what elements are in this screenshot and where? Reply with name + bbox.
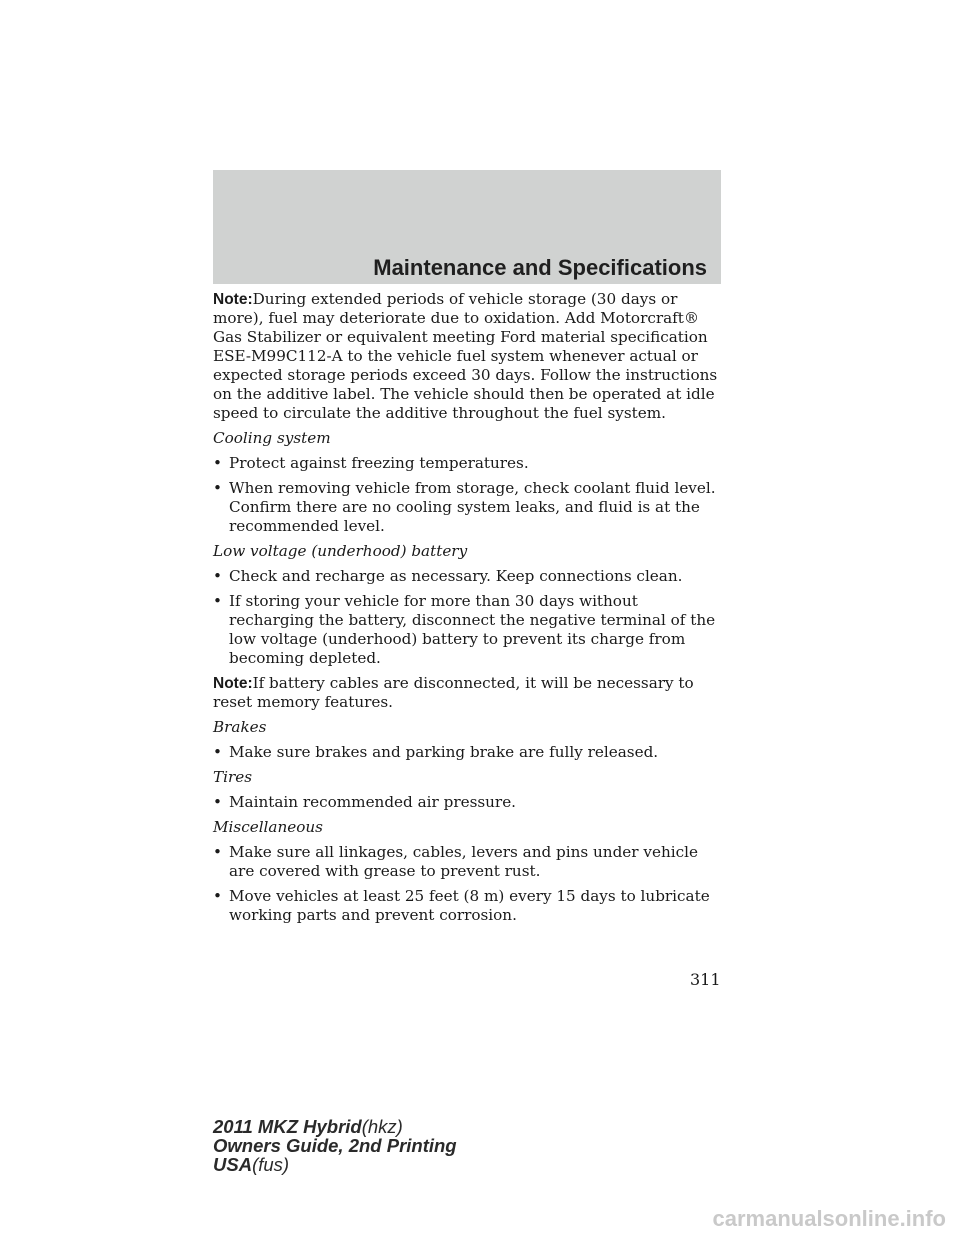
list-item-text: When removing vehicle from storage, check coolant fluid level. Confirm there are no cooling system leaks, and fluid is at the recommended level. [229,479,716,535]
list-item-text: Move vehicles at least 25 feet (8 m) every 15 days to lubricate working parts and prevent corrosion. [229,887,710,924]
bullet-icon: • [213,454,222,472]
misc-heading: Miscellaneous [213,818,323,836]
list-item [213,887,721,925]
footer-line-market [213,1155,457,1174]
footer-model-code: (hkz) [361,1116,403,1137]
document-footer [213,1117,457,1174]
list-item-text: Make sure brakes and parking brake are fully released. [229,743,659,761]
fuel-storage-note [213,290,721,423]
list-item [213,743,721,762]
note-text: During extended periods of vehicle storage (30 days or more), fuel may deteriorate due to oxidation. Add Motorcraft® Gas Stabilizer or equivalent meeting Ford material specification ESE-M99C112-A to the vehicle fuel system whenever actual or expected storage periods exceed 30 days. Follow the instructions on the additive label. The vehicle should then be operated at idle speed to circulate the additive throughout the fuel system. [213,290,718,422]
bullet-icon: • [213,793,222,811]
section-header-band [213,170,721,284]
footer-printing: Owners Guide, 2nd Printing [213,1135,457,1156]
list-item [213,793,721,812]
bullet-icon: • [213,743,222,761]
bullet-icon: • [213,887,222,905]
page-number: 311 [690,970,721,989]
note-label: Note: [213,291,253,308]
note-label: Note: [213,675,253,692]
note-text: If battery cables are disconnected, it will be necessary to reset memory features. [213,674,694,711]
battery-note [213,674,721,712]
footer-market-code: (fus) [252,1154,290,1175]
footer-model: 2011 MKZ Hybrid [213,1116,362,1137]
list-item-text: Maintain recommended air pressure. [229,793,517,811]
list-item-text: Check and recharge as necessary. Keep connections clean. [229,567,683,585]
cooling-heading: Cooling system [213,429,331,447]
section-title: Maintenance and Specifications [373,255,707,280]
bullet-icon: • [213,592,222,610]
footer-market: USA [213,1154,253,1175]
page-content [213,290,721,931]
list-item [213,454,721,473]
list-item-text: Make sure all linkages, cables, levers and pins under vehicle are covered with grease to prevent rust. [229,843,698,880]
battery-heading: Low voltage (underhood) battery [213,542,468,560]
list-item [213,843,721,881]
list-item [213,567,721,586]
brakes-heading: Brakes [213,718,267,736]
list-item [213,592,721,668]
list-item-text: Protect against freezing temperatures. [229,454,529,472]
bullet-icon: • [213,567,222,585]
list-item [213,479,721,536]
site-watermark: carmanualsonline.info [712,1206,946,1231]
footer-line-model [213,1117,457,1136]
bullet-icon: • [213,479,222,497]
list-item-text: If storing your vehicle for more than 30 days without recharging the battery, disconnect the negative terminal of the low voltage (underhood) battery to prevent its charge from becoming depleted. [229,592,716,667]
tires-heading: Tires [213,768,253,786]
bullet-icon: • [213,843,222,861]
